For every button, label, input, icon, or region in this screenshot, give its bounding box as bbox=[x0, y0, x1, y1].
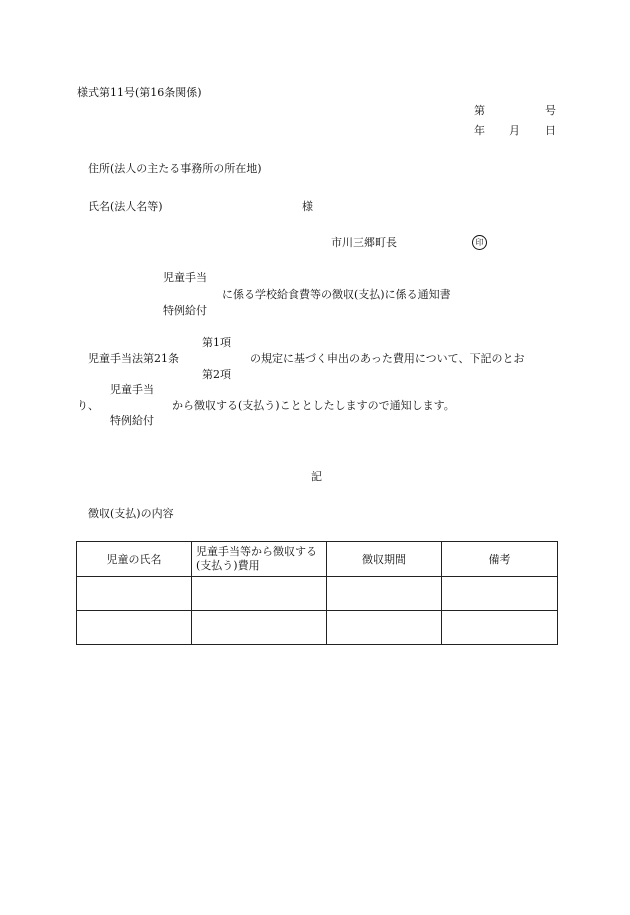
body-line2-start: り、 bbox=[77, 399, 99, 412]
title-option-top: 児童手当 bbox=[163, 271, 207, 284]
date-month: 月 bbox=[509, 124, 520, 137]
header-period: 徴収期間 bbox=[327, 542, 442, 577]
clause-option-bottom: 第2項 bbox=[202, 368, 231, 381]
form-number: 様式第11号(第16条関係) bbox=[77, 86, 202, 99]
table-header-row bbox=[77, 542, 558, 577]
doc-number-go: 号 bbox=[545, 104, 556, 117]
clause-option-top: 第1項 bbox=[202, 336, 231, 349]
cell-cost bbox=[192, 577, 327, 611]
section-label: 徴収(支払)の内容 bbox=[88, 507, 174, 520]
body-option-top: 児童手当 bbox=[110, 383, 154, 396]
table-row bbox=[77, 611, 558, 645]
issuer: 市川三郷町長 bbox=[331, 236, 397, 249]
ki-heading: 記 bbox=[311, 470, 322, 483]
cell-period bbox=[327, 577, 442, 611]
honorific: 様 bbox=[302, 200, 313, 213]
header-cost: 児童手当等から徴収する(支払う)費用 bbox=[192, 542, 327, 577]
cell-child-name bbox=[77, 577, 192, 611]
table-row bbox=[77, 577, 558, 611]
doc-number-dai: 第 bbox=[474, 104, 485, 117]
title-option-bottom: 特例給付 bbox=[163, 304, 207, 317]
detail-table bbox=[76, 541, 558, 645]
body-option-bottom: 特例給付 bbox=[110, 414, 154, 427]
date-year: 年 bbox=[474, 124, 485, 137]
address-label: 住所(法人の主たる事務所の所在地) bbox=[88, 162, 262, 175]
seal-mark: 印 bbox=[472, 235, 487, 250]
date-day: 日 bbox=[545, 124, 556, 137]
cell-cost bbox=[192, 611, 327, 645]
cell-period bbox=[327, 611, 442, 645]
body-line1-rest: の規定に基づく申出のあった費用について、下記のとお bbox=[250, 352, 525, 365]
cell-remarks bbox=[442, 577, 558, 611]
cell-remarks bbox=[442, 611, 558, 645]
header-child-name: 児童の氏名 bbox=[77, 542, 192, 577]
name-label: 氏名(法人名等) bbox=[88, 200, 163, 213]
body-line2-rest: から徴収する(支払う)こととしたしますので通知します。 bbox=[172, 399, 455, 412]
cell-child-name bbox=[77, 611, 192, 645]
header-remarks: 備考 bbox=[442, 542, 558, 577]
body-line1-start: 児童手当法第21条 bbox=[88, 352, 179, 365]
document-title: に係る学校給食費等の徴収(支払)に係る通知書 bbox=[222, 288, 451, 301]
